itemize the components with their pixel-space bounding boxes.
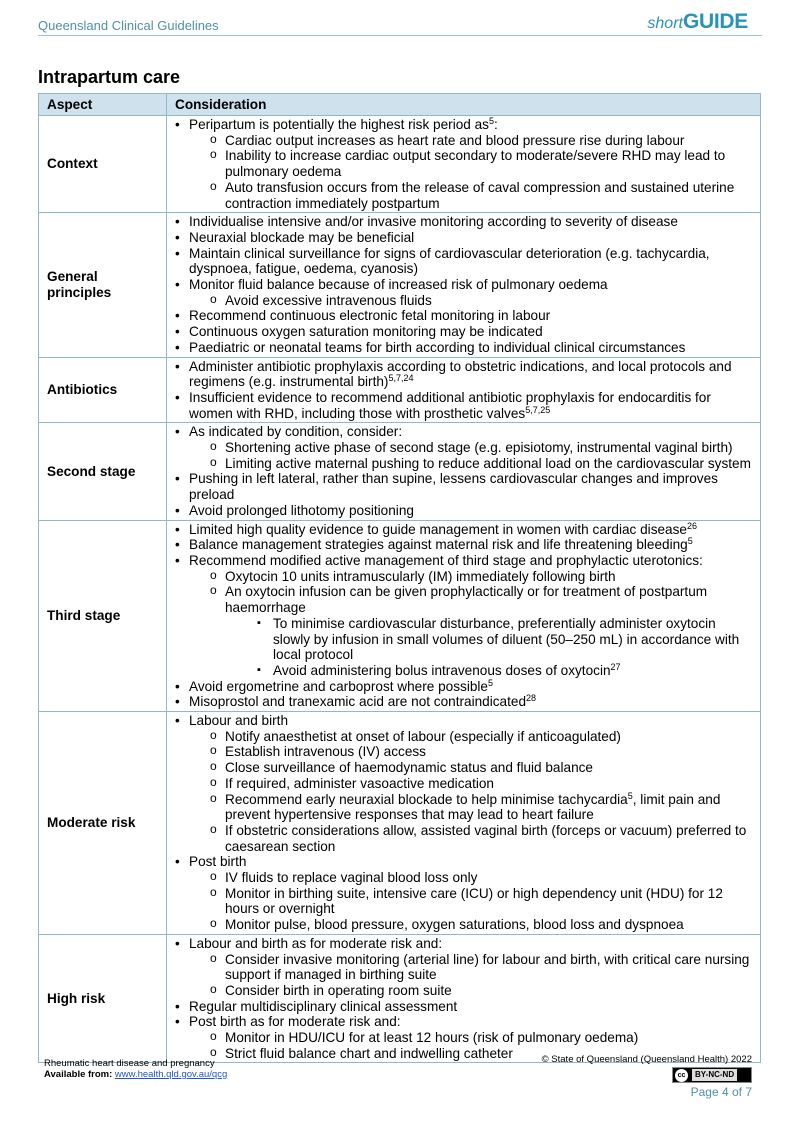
item-text: Avoid prolonged lithotomy positioning: [189, 502, 414, 518]
sub-bullet-list: [189, 952, 754, 999]
table-row: [39, 712, 761, 935]
aspect-cell: Moderate risk: [39, 712, 167, 935]
item-text: Establish intravenous (IV) access: [225, 744, 426, 760]
item-text: Limiting active maternal pushing to reduce additional load on the cardiovascular system: [225, 455, 751, 471]
bullet-item: [173, 390, 754, 421]
item-text: Continuous oxygen saturation monitoring may be indicated: [189, 324, 543, 340]
reference-superscript: 28: [526, 693, 537, 704]
bullet-item: [173, 694, 754, 710]
consideration-cell: [167, 712, 761, 935]
sub-sub-bullet-item: [225, 616, 754, 663]
sub-bullet-item: [189, 148, 754, 179]
reference-superscript: 5,7,24: [388, 373, 414, 384]
item-text: Notify anaesthetist at onset of labour (especially if anticoagulated): [225, 728, 621, 744]
sub-bullet-item: [189, 983, 754, 999]
column-header-aspect: Aspect: [39, 94, 167, 116]
sub-bullet-list: [189, 729, 754, 855]
aspect-cell: General principles: [39, 213, 167, 357]
reference-superscript: 26: [686, 520, 697, 531]
reference-superscript: 5: [627, 790, 633, 801]
item-text: Shortening active phase of second stage (e.g. episiotomy, instrumental vaginal birth): [225, 440, 733, 456]
item-text: Avoid administering bolus intravenous doses of oxytocin: [273, 662, 611, 678]
footer-available-label: Available from:: [44, 1069, 113, 1080]
consideration-cell: [167, 934, 761, 1063]
item-text: Avoid excessive intravenous fluids: [225, 292, 432, 308]
bullet-item: [173, 277, 754, 308]
bullet-list: [173, 713, 754, 933]
item-text: To minimise cardiovascular disturbance, preferentially administer oxytocin slowly by infusion in small volumes of diluent (50–250 mL) in accordance with local protocol: [273, 615, 740, 663]
bullet-item: [173, 471, 754, 502]
consideration-cell: [167, 357, 761, 423]
page-number: Page 4 of 7: [690, 1085, 752, 1099]
bullet-item: [173, 713, 754, 854]
item-text: Neuraxial blockade may be beneficial: [189, 229, 415, 245]
item-text: Balance management strategies against maternal risk and life threatening bleeding: [189, 537, 688, 553]
item-text-tail: , limit pain and prevent hypertensive responses that may lead to heart failure: [225, 791, 721, 823]
item-text: Labour and birth as for moderate risk and:: [189, 935, 443, 951]
table-row: [39, 116, 761, 213]
sub-bullet-item: [189, 133, 754, 149]
aspect-cell: Antibiotics: [39, 357, 167, 423]
item-text: Monitor pulse, blood pressure, oxygen saturations, blood loss and dyspnoea: [225, 917, 684, 933]
item-text: Insufficient evidence to recommend additional antibiotic prophylaxis for endocarditis for women with RHD, including those with prosthetic valves: [189, 389, 711, 421]
item-text: Recommend modified active management of third stage and prophylactic uterotonics:: [189, 552, 703, 568]
bullet-item: [173, 246, 754, 277]
footer-copyright: © State of Queensland (Queensland Health) 2022: [541, 1054, 752, 1065]
item-text: Post birth: [189, 854, 247, 870]
item-text: Labour and birth: [189, 713, 289, 729]
footer-source: [44, 1058, 227, 1080]
sub-bullet-item: [189, 776, 754, 792]
cc-license-badge[interactable]: [672, 1067, 752, 1083]
sub-bullet-item: [189, 456, 754, 472]
page-title: Intrapartum care: [38, 67, 181, 87]
bullet-item: [173, 854, 754, 933]
sub-bullet-item: [189, 1030, 754, 1046]
bullet-item: [173, 936, 754, 999]
item-text: If required, administer vasoactive medication: [225, 775, 494, 791]
sub-bullet-item: [189, 729, 754, 745]
table-row: [39, 213, 761, 357]
sub-bullet-item: [189, 792, 754, 823]
footer-link[interactable]: www.health.qld.gov.au/qcg: [114, 1069, 228, 1080]
bullet-list: [173, 936, 754, 1062]
sub-bullet-item: [189, 180, 754, 211]
reference-superscript: 27: [610, 661, 621, 672]
sub-bullet-item: [189, 440, 754, 456]
bullet-item: [173, 424, 754, 471]
item-text: Peripartum is potentially the highest risk period as: [189, 117, 489, 132]
reference-superscript: 5: [687, 536, 693, 547]
cc-license-text: BY-NC-ND: [692, 1069, 737, 1081]
short-guide-logo: [647, 10, 748, 34]
cc-icon: cc: [675, 1069, 688, 1082]
consideration-cell: [167, 423, 761, 520]
sub-bullet-item: [189, 569, 754, 585]
consideration-cell: [167, 520, 761, 711]
item-text: Misoprostol and tranexamic acid are not contraindicated: [189, 694, 527, 710]
item-text: As indicated by condition, consider:: [189, 424, 403, 440]
item-text: If obstetric considerations allow, assisted vaginal birth (forceps or vacuum) preferred to caesarean section: [225, 822, 747, 854]
logo-guide-text: GUIDE: [682, 10, 748, 33]
bullet-item: [173, 553, 754, 679]
sub-bullet-item: [189, 886, 754, 917]
item-text: Inability to increase cardiac output secondary to moderate/severe RHD may lead to pulmonary oedema: [225, 148, 726, 180]
table-row: [39, 357, 761, 423]
column-header-consideration: Consideration: [167, 94, 761, 116]
sub-bullet-list: [189, 569, 754, 679]
consideration-cell: [167, 213, 761, 357]
bullet-item: [173, 522, 754, 538]
bullet-item: [173, 679, 754, 695]
sub-bullet-list: [189, 440, 754, 471]
item-text: IV fluids to replace vaginal blood loss only: [225, 870, 478, 886]
bullet-list: [173, 359, 754, 422]
table-row: [39, 934, 761, 1063]
sub-sub-bullet-item: [225, 663, 754, 679]
item-text: Consider birth in operating room suite: [225, 982, 452, 998]
sub-bullet-list: [189, 133, 754, 212]
logo-short-text: short: [647, 15, 683, 32]
reference-superscript: 5: [488, 116, 494, 126]
footer-doc-title: Rheumatic heart disease and pregnancy: [44, 1058, 215, 1069]
bullet-item: [173, 324, 754, 340]
bullet-list: [173, 214, 754, 355]
aspect-cell: Second stage: [39, 423, 167, 520]
bullet-item: [173, 230, 754, 246]
item-text: Monitor in HDU/ICU for at least 12 hours (risk of pulmonary oedema): [225, 1030, 639, 1046]
item-text: An oxytocin infusion can be given prophylactically or for treatment of postpartum haemorrhage: [225, 584, 708, 616]
bullet-item: [173, 117, 754, 211]
item-text: Pushing in left lateral, rather than supine, lessens cardiovascular changes and improves preload: [189, 471, 718, 503]
bullet-item: [173, 503, 754, 519]
item-text: Maintain clinical surveillance for signs of cardiovascular deterioration (e.g. tachycardia, dyspnoea, fatigue, oedema, cyanosis): [189, 245, 710, 277]
sub-bullet-item: [189, 744, 754, 760]
item-text: Avoid ergometrine and carboprost where possible: [189, 678, 488, 694]
item-text: Monitor fluid balance because of increased risk of pulmonary oedema: [189, 277, 608, 293]
item-text: Post birth as for moderate risk and:: [189, 1014, 401, 1030]
sub-bullet-item: [189, 584, 754, 678]
item-text: Recommend continuous electronic fetal monitoring in labour: [189, 308, 551, 324]
item-text: Administer antibiotic prophylaxis according to obstetric indications, and local protocols and regimens (e.g. instrumental birth): [189, 358, 732, 390]
sub-bullet-list: [225, 616, 754, 679]
item-text-tail: :: [493, 117, 498, 132]
bullet-item: [173, 999, 754, 1015]
consideration-cell: [167, 116, 761, 213]
item-text: Regular multidisciplinary clinical assessment: [189, 998, 458, 1014]
header-org: Queensland Clinical Guidelines: [38, 18, 219, 33]
item-text: Limited high quality evidence to guide management in women with cardiac disease: [189, 521, 687, 537]
aspect-cell: Third stage: [39, 520, 167, 711]
bullet-list: [173, 424, 754, 518]
sub-bullet-list: [189, 870, 754, 933]
sub-bullet-item: [189, 952, 754, 983]
reference-superscript: 5: [487, 677, 493, 688]
item-text: Recommend early neuraxial blockade to help minimise tachycardia: [225, 791, 628, 807]
item-text: Close surveillance of haemodynamic status and fluid balance: [225, 760, 593, 776]
item-text: Auto transfusion occurs from the release of caval compression and sustained uterine contraction immediately postpartum: [225, 179, 735, 211]
sub-bullet-list: [189, 293, 754, 309]
bullet-item: [173, 359, 754, 390]
item-text: Monitor in birthing suite, intensive care (ICU) or high dependency unit (HDU) for 12 hours or overnight: [225, 885, 723, 917]
item-text: Consider invasive monitoring (arterial line) for labour and birth, with critical care nursing support if managed in birthing suite: [225, 951, 750, 983]
bullet-list: [173, 117, 754, 211]
item-text: Oxytocin 10 units intramuscularly (IM) immediately following birth: [225, 568, 616, 584]
bullet-item: [173, 308, 754, 324]
sub-bullet-item: [189, 870, 754, 886]
sub-bullet-item: [189, 823, 754, 854]
bullet-item: [173, 340, 754, 356]
aspect-cell: High risk: [39, 934, 167, 1063]
intrapartum-care-table: [38, 93, 761, 1063]
item-text: Individualise intensive and/or invasive monitoring according to severity of disease: [189, 214, 678, 230]
sub-bullet-item: [189, 293, 754, 309]
header-divider: [38, 35, 762, 36]
sub-bullet-item: [189, 760, 754, 776]
bullet-item: [173, 537, 754, 553]
table-row: [39, 520, 761, 711]
item-text: Cardiac output increases as heart rate and blood pressure rise during labour: [225, 132, 685, 148]
item-text: Paediatric or neonatal teams for birth according to individual clinical circumstances: [189, 339, 686, 355]
table-row: [39, 423, 761, 520]
sub-bullet-item: [189, 917, 754, 933]
item-text: Strict fluid balance chart and indwelling catheter: [225, 1045, 513, 1061]
table-header-row: [39, 94, 761, 116]
bullet-item: [173, 214, 754, 230]
reference-superscript: 5,7,25: [525, 404, 551, 415]
bullet-list: [173, 522, 754, 710]
aspect-cell: Context: [39, 116, 167, 213]
